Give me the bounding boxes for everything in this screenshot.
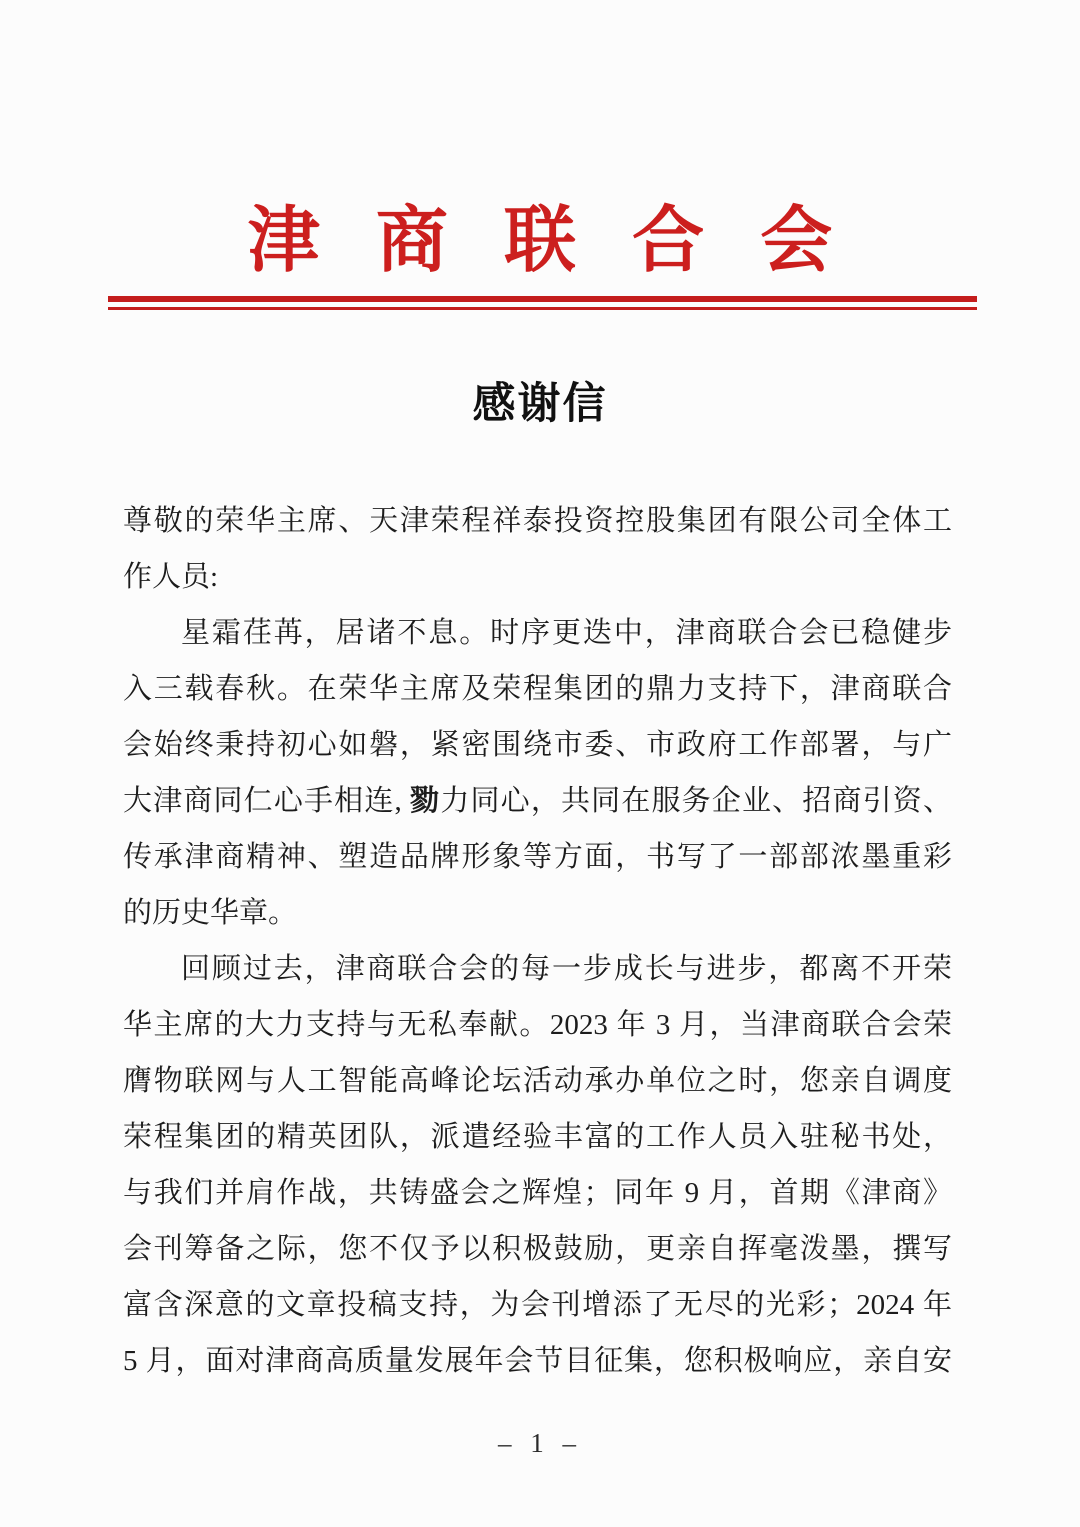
letterhead-org-name: 津商联合会 — [247, 201, 889, 281]
paragraph2-line-5: 与我们并肩作战，共铸盛会之辉煌；同年 9 月，首期《津商》 — [123, 1177, 952, 1209]
paragraph1-line-6: 的历史华章。 — [123, 897, 298, 929]
salutation-line-1: 尊敬的荣华主席、天津荣程祥泰投资控股集团有限公司全体工 — [123, 505, 952, 537]
paragraph2-line-7: 富含深意的文章投稿支持，为会刊增添了无尽的光彩；2024 年 — [123, 1289, 952, 1321]
paragraph1-line-4-bold-char: 勠 — [410, 785, 441, 817]
paragraph1-line-4-pre: 大津商同仁心手相连, — [123, 785, 411, 817]
letterhead-rule-thin — [108, 307, 977, 310]
paragraph1-line-1: 星霜荏苒，居诸不息。时序更迭中，津商联合会已稳健步 — [181, 617, 952, 649]
salutation-line-2: 作人员: — [123, 561, 219, 593]
paragraph1-line-4-post: 力同心，共同在服务企业、招商引资、 — [440, 785, 952, 817]
letter-title: 感谢信 — [472, 381, 608, 428]
letter-body — [123, 493, 952, 1389]
paragraph2-line-4: 荣程集团的精英团队，派遣经验丰富的工作人员入驻秘书处， — [123, 1121, 952, 1153]
letterhead-rule-thick — [108, 296, 977, 302]
letterhead-rules — [108, 296, 977, 310]
paragraph2-line-1: 回顾过去，津商联合会的每一步成长与进步，都离不开荣 — [181, 953, 952, 985]
page-number: – 1 – — [498, 1428, 582, 1458]
paragraph1-line-5: 传承津商精神、塑造品牌形象等方面，书写了一部部浓墨重彩 — [123, 841, 952, 873]
paragraph1-line-3: 会始终秉持初心如磐，紧密围绕市委、市政府工作部署，与广 — [123, 729, 952, 761]
paragraph2-line-2: 华主席的大力支持与无私奉献。2023 年 3 月，当津商联合会荣 — [123, 1009, 952, 1041]
paragraph1-line-4 — [123, 773, 952, 829]
paragraph2-line-8: 5 月，面对津商高质量发展年会节目征集，您积极响应，亲自安 — [123, 1345, 952, 1377]
paragraph1-line-2: 入三载春秋。在荣华主席及荣程集团的鼎力支持下，津商联合 — [123, 673, 952, 705]
paragraph2-line-3: 膺物联网与人工智能高峰论坛活动承办单位之时，您亲自调度 — [123, 1065, 952, 1097]
paragraph2-line-6: 会刊筹备之际，您不仅予以积极鼓励，更亲自挥毫泼墨，撰写 — [123, 1233, 952, 1265]
